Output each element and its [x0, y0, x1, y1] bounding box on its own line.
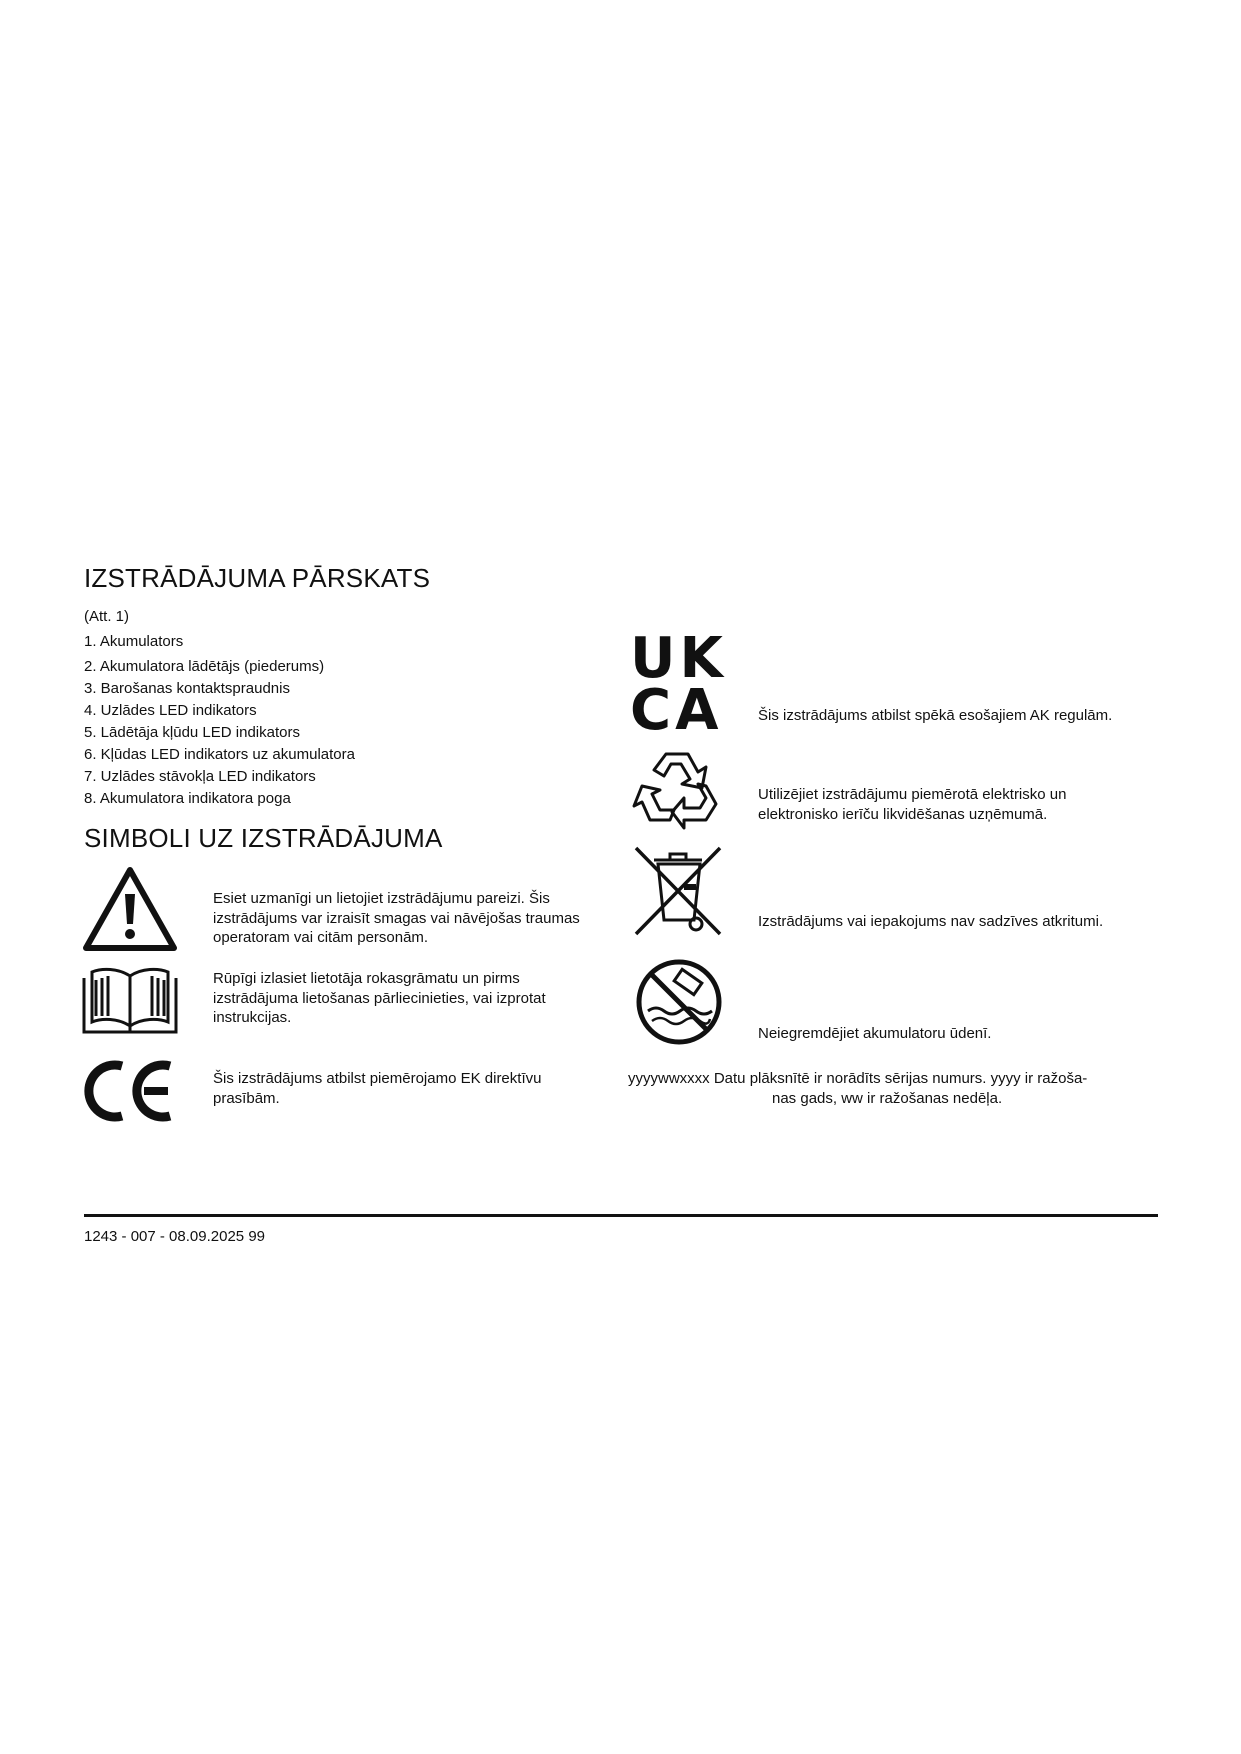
doc-id: 1243 - 007 - 08.09.2025: [84, 1228, 245, 1245]
serial-line-1: [628, 1069, 1087, 1089]
list-item: 8. Akumulatora indikatora poga: [84, 790, 291, 807]
figure-ref: (Att. 1): [84, 608, 130, 625]
serial-text-1: Datu plāksnītē ir norādīts sērijas numurs. yyyy ir ražoša-: [713, 1070, 1088, 1087]
ukca-line2: CA: [630, 678, 723, 743]
list-item: 6. Kļūdas LED indikators uz akumulatora: [84, 746, 355, 763]
warning-text: Esiet uzmanīgi un lietojiet izstrādājumu pareizi. Šis izstrādājums var izraisīt smagas vai nāvējošas traumas operatoram vai citām personām.: [213, 890, 580, 946]
footer-rule: [84, 1214, 1158, 1217]
page-number: 99: [248, 1228, 265, 1245]
manual-book-icon: [82, 966, 178, 1036]
footer: [84, 1228, 265, 1245]
serial-text-2: nas gads, ww ir ražošanas nedēļa.: [772, 1090, 1003, 1107]
manual-text: Rūpīgi izlasiet lietotāja rokasgrāmatu un pirms izstrādājuma lietošanas pārliecinieties, vai izprotat instrukcijas.: [213, 970, 546, 1026]
no-water-icon: [634, 957, 724, 1047]
warning-triangle-icon: [82, 866, 178, 952]
serial-code: yyyywwxxxx: [628, 1070, 710, 1087]
ukca-mark-icon: [630, 626, 728, 743]
list-item: 7. Uzlādes stāvokļa LED indikators: [84, 768, 316, 785]
crossed-bin-icon: [632, 844, 724, 938]
ukca-line1: UK: [630, 626, 727, 691]
list-item: 5. Lādētāja kļūdu LED indikators: [84, 724, 300, 741]
ce-mark-icon: [82, 1058, 178, 1124]
overview-title: IZSTRĀDĀJUMA PĀRSKATS: [84, 563, 431, 593]
recycle-text: Utilizējiet izstrādājumu piemērotā elektrisko un elektronisko ierīču likvidēšanas uzņēmumā.: [758, 786, 1067, 823]
weee-text: Izstrādājums vai iepakojums nav sadzīves atkritumi.: [758, 913, 1104, 930]
list-item: 3. Barošanas kontaktspraudnis: [84, 680, 290, 697]
symbols-title: SIMBOLI UZ IZSTRĀDĀJUMA: [84, 823, 443, 853]
ukca-text: Šis izstrādājums atbilst spēkā esošajiem AK regulām.: [758, 707, 1113, 724]
recycle-icon: [632, 746, 722, 832]
list-item: 4. Uzlādes LED indikators: [84, 702, 257, 719]
list-item: 1. Akumulators: [84, 633, 184, 650]
ce-text: Šis izstrādājums atbilst piemērojamo EK direktīvu prasībām.: [213, 1070, 542, 1107]
water-text: Neiegremdējiet akumulatoru ūdenī.: [758, 1025, 992, 1042]
list-item: 2. Akumulatora lādētājs (piederums): [84, 658, 325, 675]
